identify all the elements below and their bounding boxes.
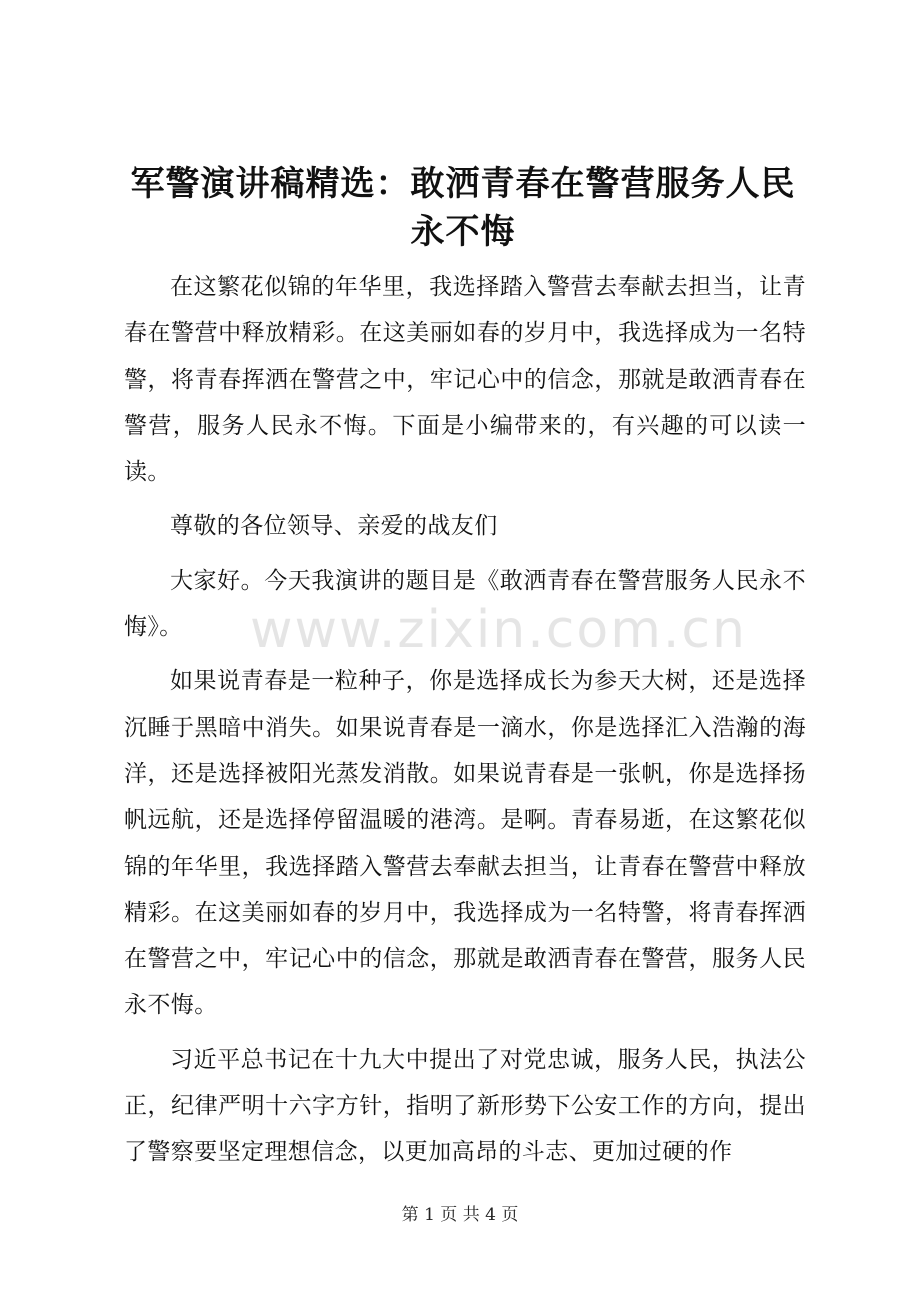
paragraph-policy: 习近平总书记在十九大中提出了对党忠诚，服务人民，执法公正，纪律严明十六字方针，指明了新形势下公安工作的方向，提出了警察要坚定理想信念，以更加高昂的斗志、更加过硬的作 [124, 1046, 806, 1166]
document-body [124, 264, 806, 1176]
paragraph-salutation: 尊敬的各位领导、亲爱的战友们 [170, 513, 498, 540]
page-footer: 第 1 页 共 4 页 [401, 1205, 519, 1225]
page-title: 军警演讲稿精选：敢洒青春在警营服务人民永不悔 [130, 164, 796, 252]
paragraph-greeting: 大家好。今天我演讲的题目是《敢洒青春在警营服务人民永不悔》。 [124, 567, 806, 641]
paragraph-intro: 在这繁花似锦的年华里，我选择踏入警营去奉献去担当，让青春在警营中释放精彩。在这美丽如春的岁月中，我选择成为一名特警，将青春挥洒在警营之中，牢记心中的信念，那就是敢洒青春在警营，服务人民永不悔。下面是小编带来的，有兴趣的可以读一读。 [124, 274, 806, 486]
watermark: www.zixin.com.cn [250, 600, 747, 660]
paragraph-youth: 如果说青春是一粒种子，你是选择成长为参天大树，还是选择沉睡于黑暗中消失。如果说青春是一滴水，你是选择汇入浩瀚的海洋，还是选择被阳光蒸发消散。如果说青春是一张帆，你是选择扬帆远航，还是选择停留温暖的港湾。是啊。青春易逝，在这繁花似锦的年华里，我选择踏入警营去奉献去担当，让青春在警营中释放精彩。在这美丽如春的岁月中，我选择成为一名特警，将青春挥洒在警营之中，牢记心中的信念，那就是敢洒青春在警营，服务人民永不悔。 [124, 668, 806, 1019]
